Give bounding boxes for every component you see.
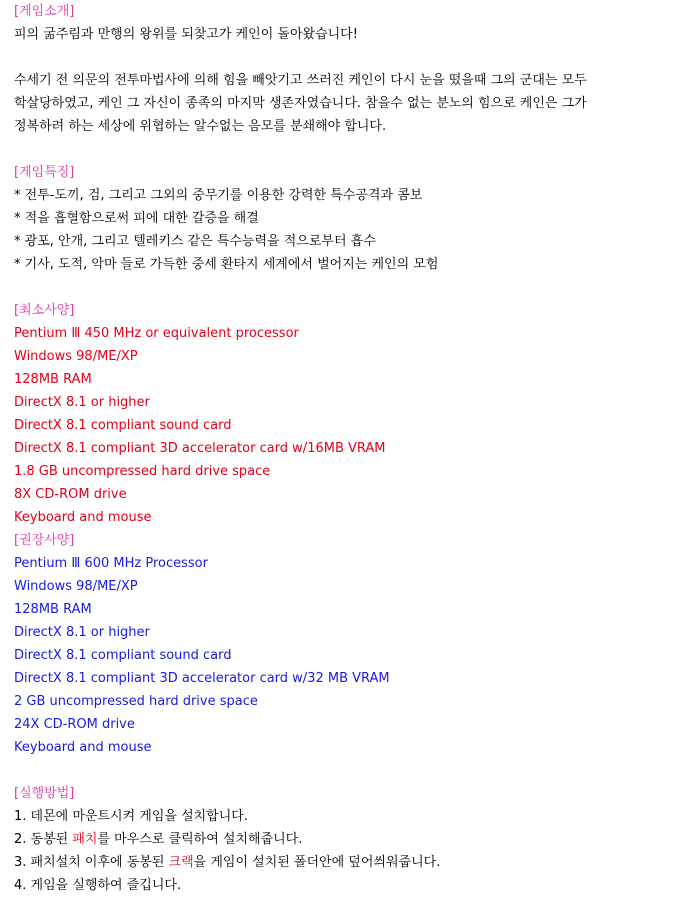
features-heading: [게임특징] (14, 165, 75, 180)
recommended-spec-item: Keyboard and mouse (14, 740, 152, 755)
spacer (14, 46, 694, 69)
howto-step-2-text: 를 마우스로 클릭하여 설치해줍니다. (97, 832, 303, 847)
howto-step-2 (14, 828, 694, 851)
recommended-specs-heading: [권장사양] (14, 533, 75, 548)
minimum-spec-item: DirectX 8.1 compliant sound card (14, 418, 232, 433)
minimum-spec-item: Windows 98/ME/XP (14, 349, 138, 364)
intro-tagline: 피의 굶주림과 만행의 왕위를 되찾고가 케인이 돌아왔습니다! (14, 27, 358, 42)
minimum-spec-item: 8X CD-ROM drive (14, 487, 127, 502)
feature-item: * 광포, 안개, 그리고 텔레키스 같은 특수능력을 적으로부터 흡수 (14, 234, 376, 249)
recommended-spec-item: DirectX 8.1 or higher (14, 625, 150, 640)
feature-item: * 적을 흡혈함으로써 피에 대한 갈증을 해결 (14, 211, 259, 226)
recommended-spec-item: 2 GB uncompressed hard drive space (14, 694, 258, 709)
recommended-spec-item: 128MB RAM (14, 602, 92, 617)
minimum-spec-item: DirectX 8.1 compliant 3D accelerator card w/16MB VRAM (14, 441, 386, 456)
feature-item: * 기사, 도적, 악마 들로 가득한 중세 환타지 세계에서 벌어지는 케인의 모험 (14, 257, 439, 272)
minimum-spec-item: DirectX 8.1 or higher (14, 395, 150, 410)
howto-step-3 (14, 851, 694, 874)
minimum-spec-item: 1.8 GB uncompressed hard drive space (14, 464, 271, 479)
intro-paragraph-line: 정복하려 하는 세상에 위협하는 알수없는 음모를 분쇄해야 합니다. (14, 119, 387, 134)
feature-item: * 전투-도끼, 검, 그리고 그외의 중무기를 이용한 강력한 특수공격과 콤보 (14, 188, 423, 203)
recommended-spec-item: DirectX 8.1 compliant sound card (14, 648, 232, 663)
intro-heading: [게임소개] (14, 4, 75, 19)
game-info-document (14, 0, 694, 897)
minimum-specs-heading: [최소사양] (14, 303, 75, 318)
howto-step-3-text: 을 게임이 설치된 폴더안에 덮어씌워줍니다. (193, 855, 441, 870)
minimum-spec-item: 128MB RAM (14, 372, 92, 387)
intro-paragraph-line: 학살당하였고, 케인 그 자신이 종족의 마지막 생존자였습니다. 참을수 없는 분노의 힘으로 케인은 그가 (14, 96, 587, 111)
recommended-spec-item: 24X CD-ROM drive (14, 717, 135, 732)
howto-step-2-text: 2. 동봉된 (14, 832, 73, 847)
recommended-spec-item: Pentium Ⅲ 600 MHz Processor (14, 556, 208, 571)
spacer (14, 759, 694, 782)
crack-highlight: 크랙 (168, 855, 194, 870)
howto-step-3-text: 3. 패치설치 이후에 동봉된 (14, 855, 169, 870)
minimum-spec-item: Pentium Ⅲ 450 MHz or equivalent processor (14, 326, 299, 341)
minimum-spec-item: Keyboard and mouse (14, 510, 152, 525)
howto-heading: [실행방법] (14, 786, 75, 801)
howto-step-1: 1. 데몬에 마운트시켜 게임을 설치합니다. (14, 809, 248, 824)
intro-paragraph-line: 수세기 전 의문의 전투마법사에 의해 힘을 빼앗기고 쓰러진 케인이 다시 눈을 떴을때 그의 군대는 모두 (14, 73, 587, 88)
recommended-spec-item: DirectX 8.1 compliant 3D accelerator card w/32 MB VRAM (14, 671, 390, 686)
howto-step-4: 4. 게임을 실행하여 즐깁니다. (14, 878, 182, 893)
spacer (14, 276, 694, 299)
recommended-spec-item: Windows 98/ME/XP (14, 579, 138, 594)
patch-highlight: 패치 (72, 832, 98, 847)
spacer (14, 138, 694, 161)
